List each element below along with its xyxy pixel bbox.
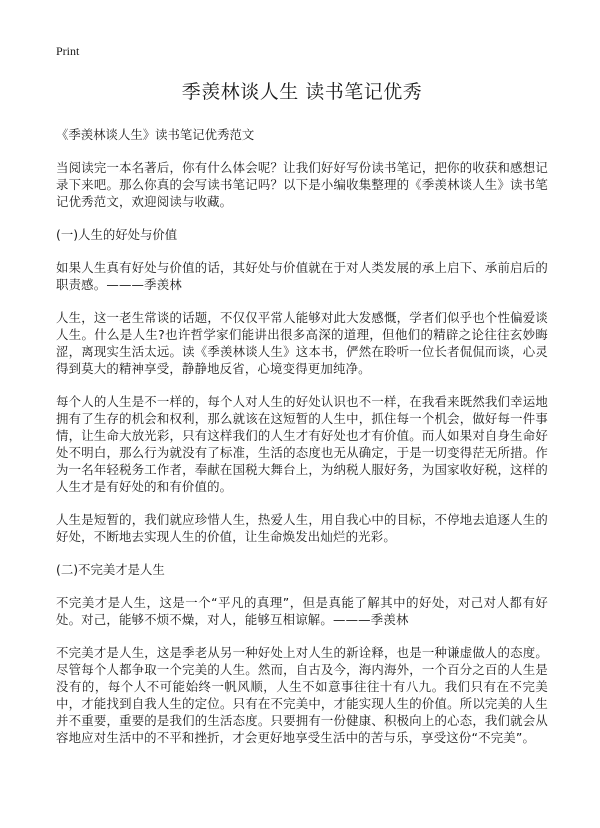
section-heading-1: (一)人生的好处与价值 [56, 227, 178, 242]
print-label: Print [56, 44, 80, 58]
section1-paragraph: 人生，这一老生常谈的话题，不仅仅平常人能够对此大发感慨，学者们似乎也个性偏爱谈人生。什么是人生?也许哲学家们能讲出很多高深的道理，但他们的精辟之论往往玄妙晦涩，离现实生活太远。读《季羡林谈人生》这本书，俨然在聆听一位长者侃侃而谈，心灵得到莫大的精神享受，静静地反省，心境变得更加纯净。 [56, 310, 548, 376]
document-subtitle: 《季羡林谈人生》读书笔记优秀范文 [56, 127, 255, 142]
section1-paragraph: 如果人生真有好处与价值的话，其好处与价值就在于对人类发展的承上启下、承前启后的职责感。———季羡林 [56, 260, 548, 292]
section2-paragraph: 不完美才是人生，这是一个“平凡的真理”，但是真能了解其中的好处，对己对人都有好处。对己，能够不烦不燥，对人，能够互相谅解。———季羡林 [56, 595, 548, 627]
section2-paragraph: 不完美才是人生，这是季老从另一种好处上对人生的新诠释，也是一种谦虚做人的态度。尽管每个人都争取一个完美的人生。然而，自古及今，海内海外，一个百分之百的人生是没有的，每个人不可能始终一帆风顺，人生不如意事往往十有八九。我们只有在不完美中，才能找到自我人生的定位。只有在不完美中，才能实现人生的价值。所以完美的人生并不重要，重要的是我们的生活态度。只要拥有一份健康、积极向上的心态，我们就会从容地应对生活中的不平和挫折，才会更好地享受生活中的苦与乐，享受这份“不完美”。 [56, 645, 548, 745]
page-title: 季羡林谈人生 读书笔记优秀 [181, 81, 423, 103]
section1-paragraph: 每个人的人生是不一样的，每个人对人生的好处认识也不一样，在我看来既然我们幸运地拥有了生存的机会和权利，那么就该在这短暂的人生中，抓住每一个机会，做好每一件事情，让生命大放光彩，只有这样我们的人生才有好处也才有价值。而人如果对自身生命好处不明白，那么行为就没有了标准，生活的态度也无从确定，于是一切变得茫无所措。作为一名年轻税务工作者，奉献在国税大舞台上，为纳税人服好务，为国家收好税，这样的人生才是有好处的和有价值的。 [56, 394, 548, 494]
section1-paragraph: 人生是短暂的，我们就应珍惜人生，热爱人生，用自我心中的目标，不停地去追逐人生的好处，不断地去实现人生的价值，让生命焕发出灿烂的光彩。 [56, 512, 548, 544]
intro-paragraph: 当阅读完一本名著后，你有什么体会呢？让我们好好写份读书笔记，把你的收获和感想记录下来吧。那么你真的会写读书笔记吗？以下是小编收集整理的《季羡林谈人生》读书笔记优秀范文，欢迎阅读与收藏。 [56, 160, 548, 209]
section-heading-2: (二)不完美才是人生 [56, 562, 165, 577]
